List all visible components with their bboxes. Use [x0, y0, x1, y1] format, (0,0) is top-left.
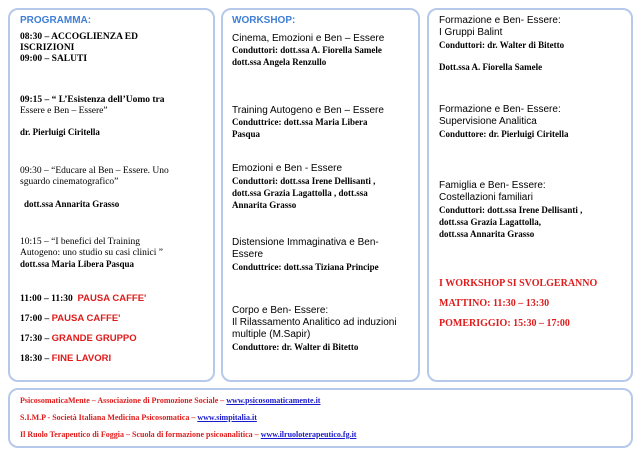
workshop-name-cont: Costellazioni familiari: [439, 192, 533, 203]
footer-line: S.I.M.P - Società Italiana Medicina Psicosomatica – www.simpitalia.it: [20, 413, 257, 422]
workshop-name: Distensione Immaginativa e Ben-: [232, 237, 379, 248]
talk-title-cont: sguardo cinematografico”: [20, 177, 119, 187]
workshop-title: WORKSHOP:: [232, 15, 296, 26]
workshop-name-cont: Supervisione Analitica: [439, 116, 537, 127]
workshop-conductor: dott.ssa Grazia Lagattolla , dott.ssa: [232, 188, 368, 198]
workshop-panel-2: [427, 8, 633, 382]
programma-title: PROGRAMMA:: [20, 15, 92, 26]
workshop-name: Formazione e Ben- Essere:: [439, 104, 561, 115]
workshop-name: Training Autogeno e Ben – Essere: [232, 105, 384, 116]
workshop-conductor: Conduttrice: dott.ssa Tiziana Principe: [232, 262, 379, 272]
workshop-name: Emozioni e Ben - Essere: [232, 163, 343, 174]
workshop-morning: MATTINO: 11:30 – 13:30: [439, 298, 550, 309]
workshop-conductor: dott.ssa Annarita Grasso: [439, 229, 535, 239]
workshop-name: Cinema, Emozioni e Ben – Essere: [232, 33, 385, 44]
workshop-conductor: Conduttore: dr. Walter di Bitetto: [232, 342, 359, 352]
workshop-notice: I WORKSHOP SI SVOLGERANNO: [439, 278, 598, 289]
workshop-panel: [221, 8, 420, 382]
talk-speaker: dr. Pierluigi Ciritella: [20, 127, 100, 137]
workshop-afternoon: POMERIGGIO: 15:30 – 17:00: [439, 318, 570, 329]
workshop-name-cont: Essere: [232, 249, 264, 260]
talk-title-cont: Autogeno: uno studio su casi clinici ”: [20, 248, 164, 258]
workshop-conductor: dott.ssa Grazia Lagattolla,: [439, 217, 541, 227]
talk-title-cont: Essere e Ben – Essere”: [20, 106, 108, 116]
footer-link[interactable]: www.simpitalia.it: [197, 413, 257, 422]
schedule-line: 09:00 – SALUTI: [20, 54, 88, 64]
schedule-row: 18:30 – FINE LAVORI: [20, 353, 112, 364]
workshop-conductor: Conduttrice: dott.ssa Maria Libera: [232, 117, 368, 127]
workshop-conductor: dott.ssa Angela Renzullo: [232, 57, 327, 67]
workshop-conductor: Conduttori: dott.ssa Irene Dellisanti ,: [232, 176, 376, 186]
workshop-name-cont: I Gruppi Balint: [439, 27, 503, 38]
workshop-conductor: Conduttore: dr. Pierluigi Ciritella: [439, 129, 569, 139]
workshop-name: Corpo e Ben- Essere:: [232, 305, 329, 316]
footer-line: Il Ruolo Terapeutico di Foggia – Scuola di formazione psicoanalitica – www.ilruoloterapeutico.fg.it: [20, 430, 357, 439]
workshop-name-cont: Il Rilassamento Analitico ad induzioni: [232, 317, 397, 328]
workshop-conductor: Conduttori: dott.ssa Irene Dellisanti ,: [439, 205, 583, 215]
footer-link[interactable]: www.psicosomaticamente.it: [226, 396, 321, 405]
workshop-name: Famiglia e Ben- Essere:: [439, 180, 546, 191]
schedule-line: ISCRIZIONI: [20, 43, 75, 53]
workshop-conductor: Annarita Grasso: [232, 200, 297, 210]
workshop-conductor: Dott.ssa A. Fiorella Samele: [439, 62, 543, 72]
talk-title: 09:15 – “ L’Esistenza dell’Uomo tra: [20, 95, 165, 105]
talk-speaker: dott.ssa Annarita Grasso: [24, 199, 120, 209]
footer-panel: [8, 388, 633, 448]
programma-panel: [8, 8, 215, 382]
workshop-conductor: Pasqua: [232, 129, 261, 139]
workshop-name-cont: multiple (M.Sapir): [232, 329, 311, 340]
talk-title: 09:30 – “Educare al Ben – Essere. Uno: [20, 166, 169, 176]
footer-link[interactable]: www.ilruoloterapeutico.fg.it: [260, 430, 357, 439]
workshop-conductor: Conduttori: dott.ssa A. Fiorella Samele: [232, 45, 382, 55]
schedule-line: 08:30 – ACCOGLIENZA ED: [20, 32, 138, 42]
talk-speaker: dott.ssa Maria Libera Pasqua: [20, 259, 135, 269]
talk-title: 10:15 – “I benefici del Training: [20, 237, 141, 247]
workshop-name: Formazione e Ben- Essere:: [439, 15, 561, 26]
footer-line: PsicosomaticaMente – Associazione di Promozione Sociale – www.psicosomaticamente.it: [20, 396, 321, 405]
schedule-row: 11:00 – 11:30 PAUSA CAFFE': [20, 293, 147, 304]
workshop-conductor: Conduttori: dr. Walter di Bitetto: [439, 40, 565, 50]
schedule-row: 17:00 – PAUSA CAFFE': [20, 313, 121, 324]
schedule-row: 17:30 – GRANDE GRUPPO: [20, 333, 137, 344]
